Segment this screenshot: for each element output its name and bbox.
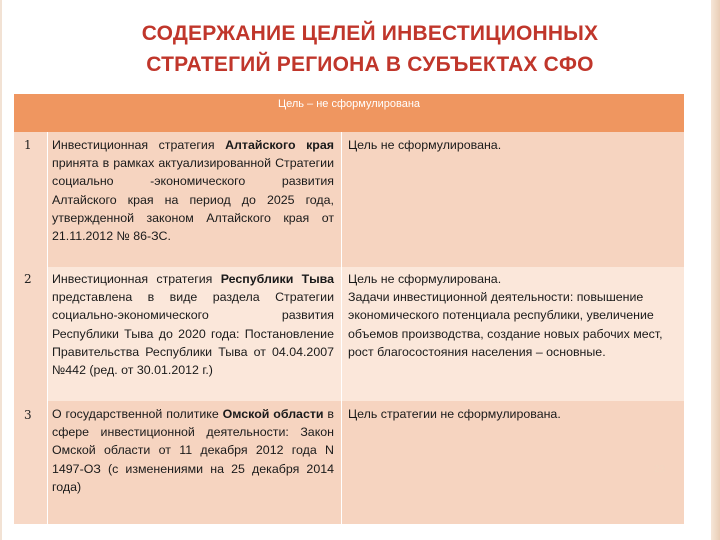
column-divider-2	[341, 132, 342, 524]
slide-title-line-1: СОДЕРЖАНИЕ ЦЕЛЕЙ ИНВЕСТИЦИОННЫХ	[141, 22, 599, 45]
slide-title-line-2: СТРАТЕГИЙ РЕГИОНА В СУБЪЕКТАХ СФО	[146, 53, 594, 76]
row-2-text-start: Инвестиционная стратегия	[52, 272, 221, 286]
row-number-2: 2	[24, 272, 32, 286]
page-number: 23	[654, 464, 666, 475]
row-2-text-end: представлена в виде раздела Стратегии социально-экономического развития Республики Тыва до 2020 года: Постановление Правительства Республики Тыва от 04.04.2007 №442 (ред. от 30.01.2012 г.)	[52, 290, 334, 378]
slide-right-edge	[711, 0, 720, 540]
table-row-2-strategy	[52, 270, 334, 379]
row-2-goal-line-2: Задачи инвестиционной деятельности: повышение экономического потенциала республики, увеличение объемов производства, создание новых рабочих мест, рост благосостояния населения – основные.	[348, 290, 663, 359]
row-number-1: 1	[24, 138, 32, 152]
row-3-region: Омской области	[222, 407, 324, 421]
row-2-goal-line-1: Цель не сформулирована.	[348, 272, 502, 286]
table-row-1-goal	[348, 136, 678, 154]
row-3-goal-line-1: Цель стратегии не сформулирована.	[348, 407, 561, 421]
number-column	[14, 132, 47, 524]
slide-title	[90, 18, 650, 80]
table-row-1-strategy	[52, 136, 334, 245]
row-1-text-end: принята в рамках актуализированной Стратегии социально -экономического развития Алтайского края на период до 2025 года, утвержденной законом Алтайского края от 21.11.2012 № 86-ЗС.	[52, 156, 334, 244]
row-1-region: Алтайского края	[225, 138, 334, 152]
row-number-3: 3	[24, 408, 32, 422]
row-1-text-start: Инвестиционная стратегия	[52, 138, 226, 152]
row-2-region: Республики Тыва	[220, 272, 334, 286]
table-row-3-strategy	[52, 405, 334, 496]
table-header: Цель – не сформулирована	[277, 98, 421, 110]
column-divider-1	[47, 132, 48, 524]
row-1-goal-line-1: Цель не сформулирована.	[348, 138, 502, 152]
table-row-2-goal	[348, 270, 678, 361]
slide-left-edge	[0, 0, 2, 540]
table-row-3-goal	[348, 405, 678, 423]
row-3-text-end: в сфере инвестиционной деятельности: Закон Омской области от 11 декабря 2012 года N 1497-ОЗ (с изменениями на 25 декабря 2014 года)	[52, 407, 334, 494]
row-3-text-start: О государственной политике	[52, 407, 223, 421]
